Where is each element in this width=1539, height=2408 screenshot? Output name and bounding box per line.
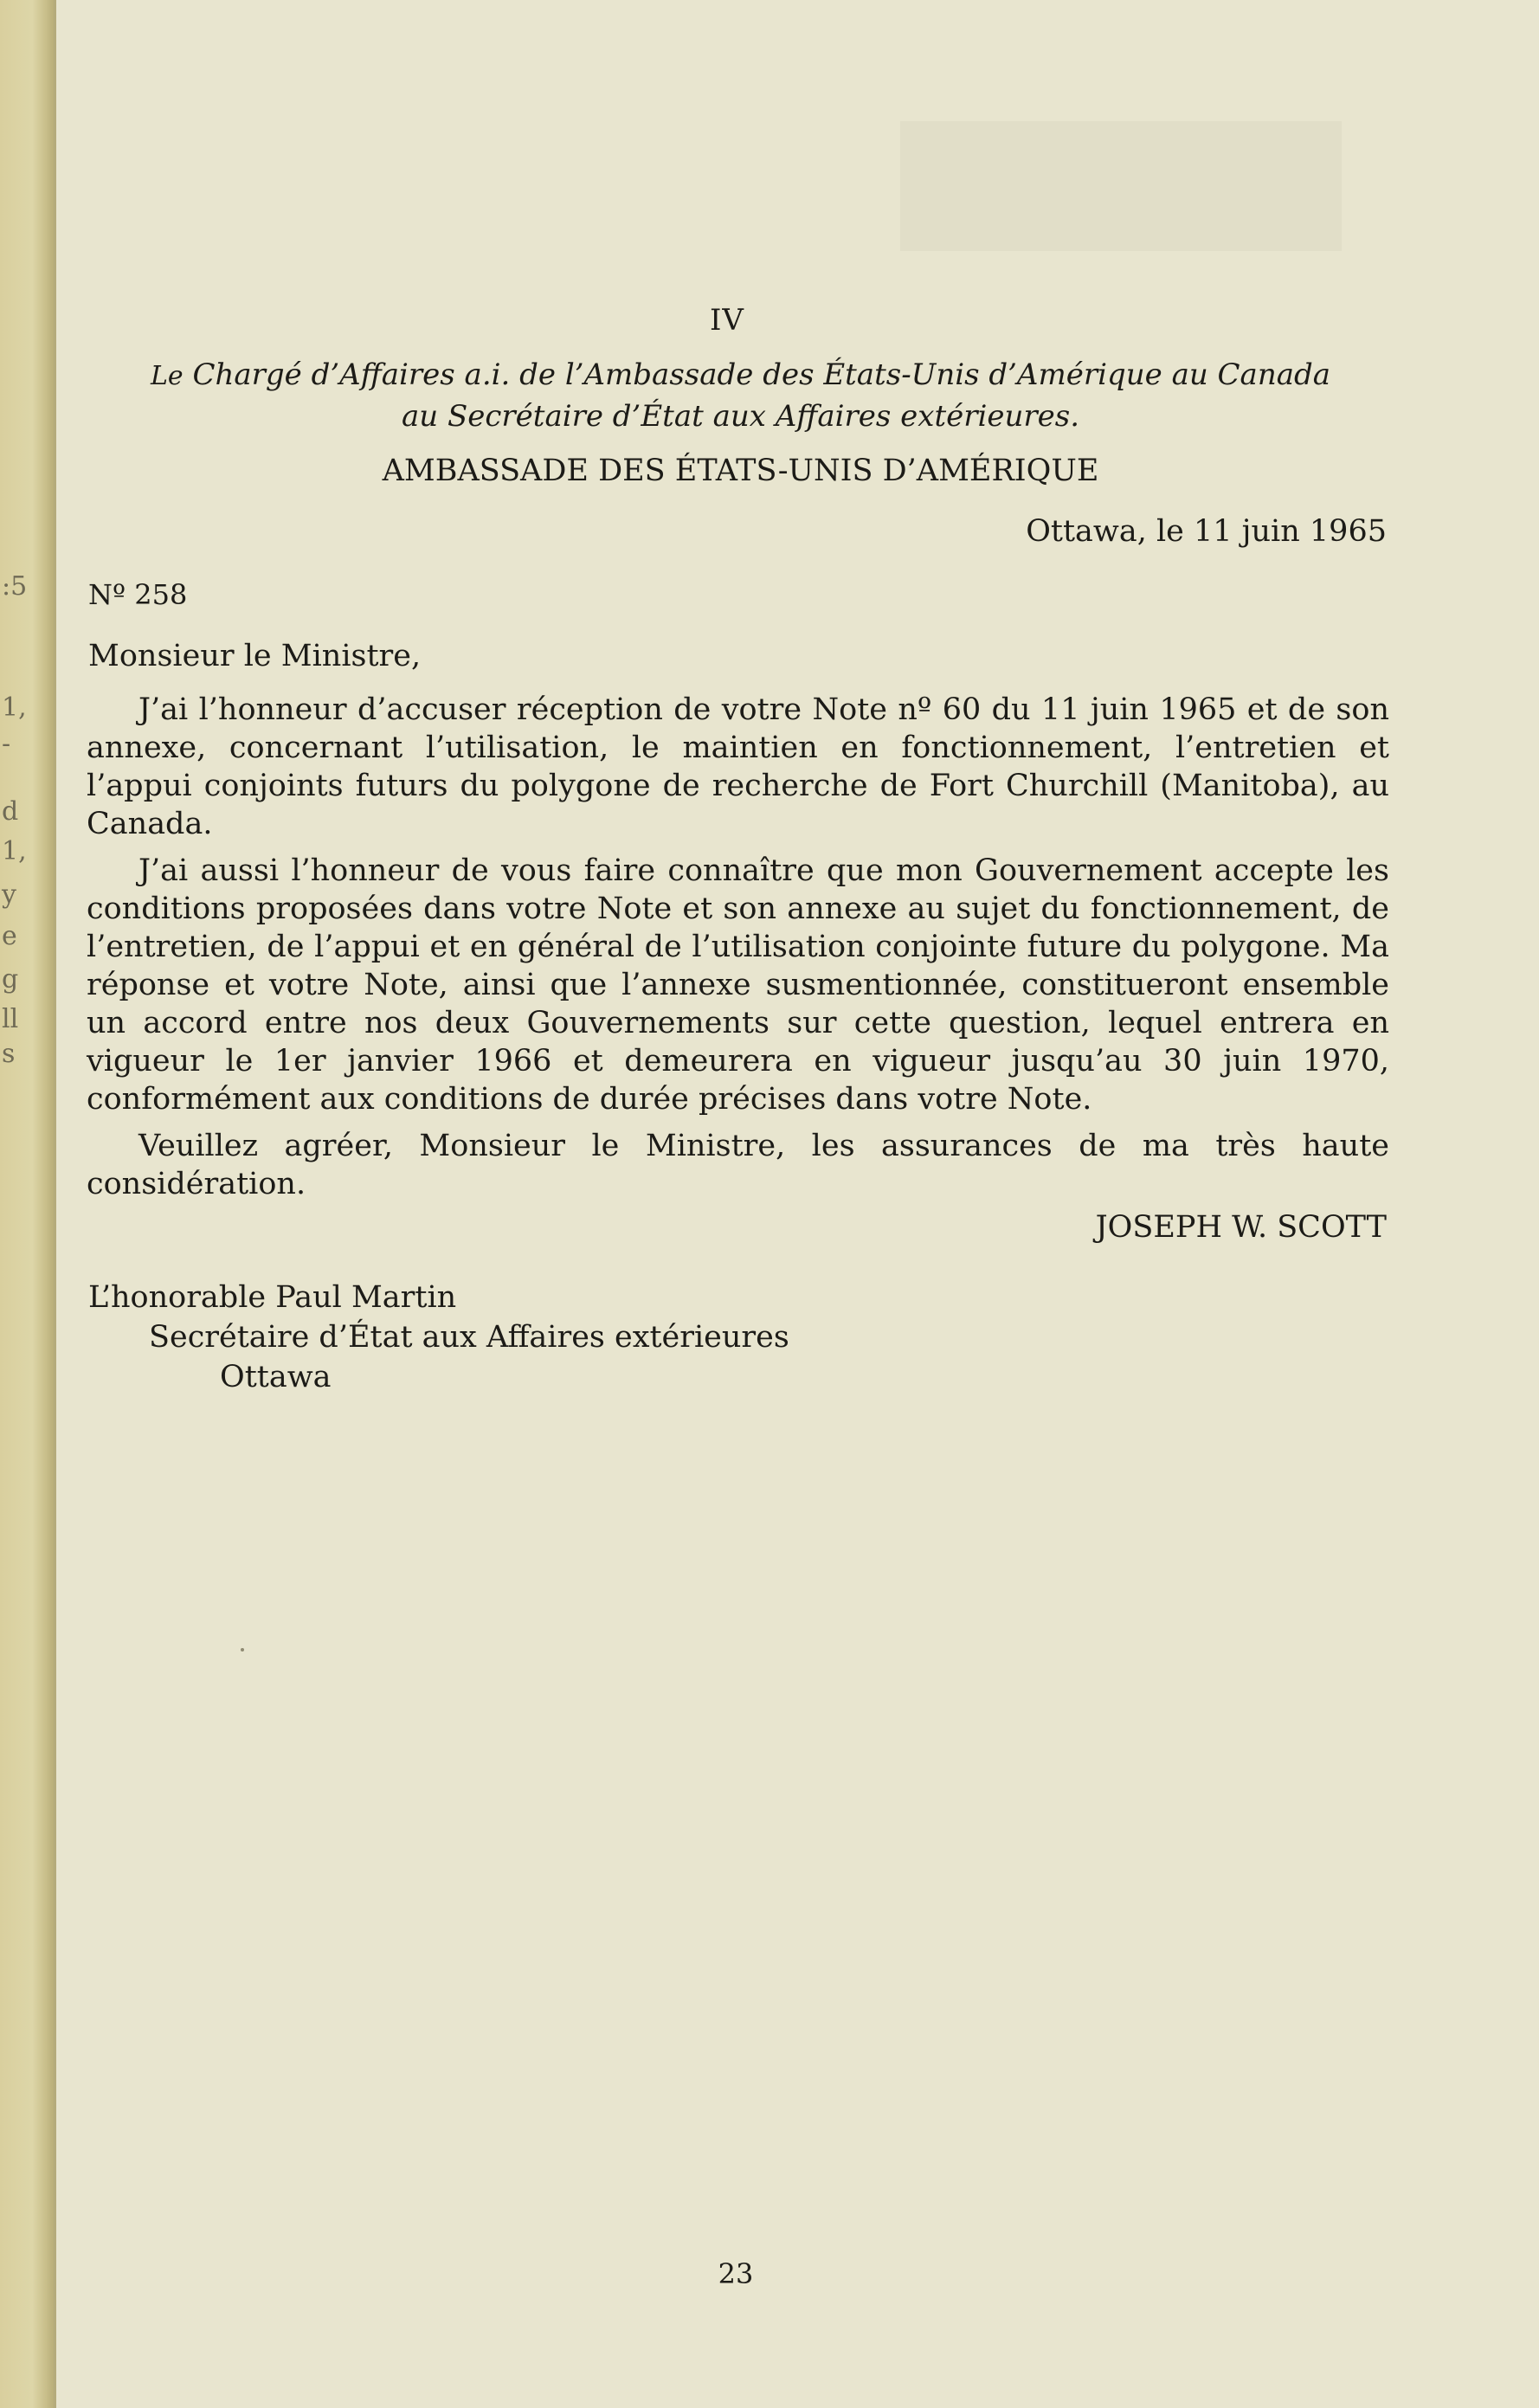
paper-speck — [241, 1648, 244, 1651]
letter-address — [93, 355, 1388, 436]
addressee-title: Secrétaire d’État aux Affaires extérieures — [149, 1320, 789, 1355]
margin-fragment: - — [2, 729, 11, 759]
margin-fragment: ll — [2, 1004, 19, 1034]
margin-fragment: 1, — [2, 836, 27, 866]
embassy-heading: AMBASSADE DES ÉTATS-UNIS D’AMÉRIQUE — [382, 454, 1099, 488]
letter-body — [87, 691, 1389, 1212]
margin-fragment: y — [2, 879, 16, 910]
salutation: Monsieur le Ministre, — [88, 639, 422, 673]
page-number: 23 — [718, 2257, 754, 2290]
address-lead: Le — [150, 361, 184, 391]
margin-fragment: g — [2, 964, 19, 995]
signatory: JOSEPH W. SCOTT — [1095, 1210, 1387, 1245]
margin-fragment: 1, — [2, 692, 27, 723]
place-date: Ottawa, le 11 juin 1965 — [1026, 514, 1387, 549]
margin-fragment: :5 — [2, 571, 28, 602]
address-text-1: Chargé d’Affaires a.i. de l’Ambassade des États-Unis d’Amérique au Canada — [192, 357, 1331, 392]
body-paragraph-3: Veuillez agréer, Monsieur le Ministre, les assurances de ma très haute considération. — [87, 1129, 1389, 1201]
address-line-1 — [93, 355, 1388, 396]
margin-fragment: e — [2, 921, 17, 951]
body-paragraph-2: J’ai aussi l’honneur de vous faire connaître que mon Gouvernement accepte les conditions proposées dans votre Note et son annexe au sujet du fonctionnement, de l’entretien, de l’appui et en général de l’utilisation conjointe future du polygone. Ma réponse et votre Note, ainsi que l’annexe susmentionnée, constitueront ensemble un accord entre nos deux Gouvernements sur cette question, lequel entrera en vigueur le 1er janvier 1966 et demeurera en vigueur jusqu’au 30 juin 1970, conformément aux conditions de durée précises dans votre Note. — [87, 853, 1389, 1117]
gutter-line — [54, 0, 56, 2408]
adjacent-page-edge — [0, 0, 54, 2408]
section-number: IV — [710, 303, 744, 338]
margin-fragment: s — [2, 1039, 16, 1069]
addressee-city: Ottawa — [220, 1360, 332, 1394]
body-paragraph-1: J’ai l’honneur d’accuser réception de votre Note nº 60 du 11 juin 1965 et de son annexe, concernant l’utilisation, le maintien en fonctionnement, l’entretien et l’appui conjoints futurs du polygone de recherche de Fort Churchill (Manitoba), au Canada. — [87, 692, 1389, 841]
reference-number: Nº 258 — [88, 578, 188, 611]
show-through-shadow — [900, 121, 1342, 251]
address-line-2: au Secrétaire d’État aux Affaires extérieures. — [401, 399, 1079, 434]
addressee-name: L’honorable Paul Martin — [88, 1280, 457, 1315]
margin-fragment: d — [2, 796, 19, 827]
addressee-block — [88, 1278, 789, 1397]
